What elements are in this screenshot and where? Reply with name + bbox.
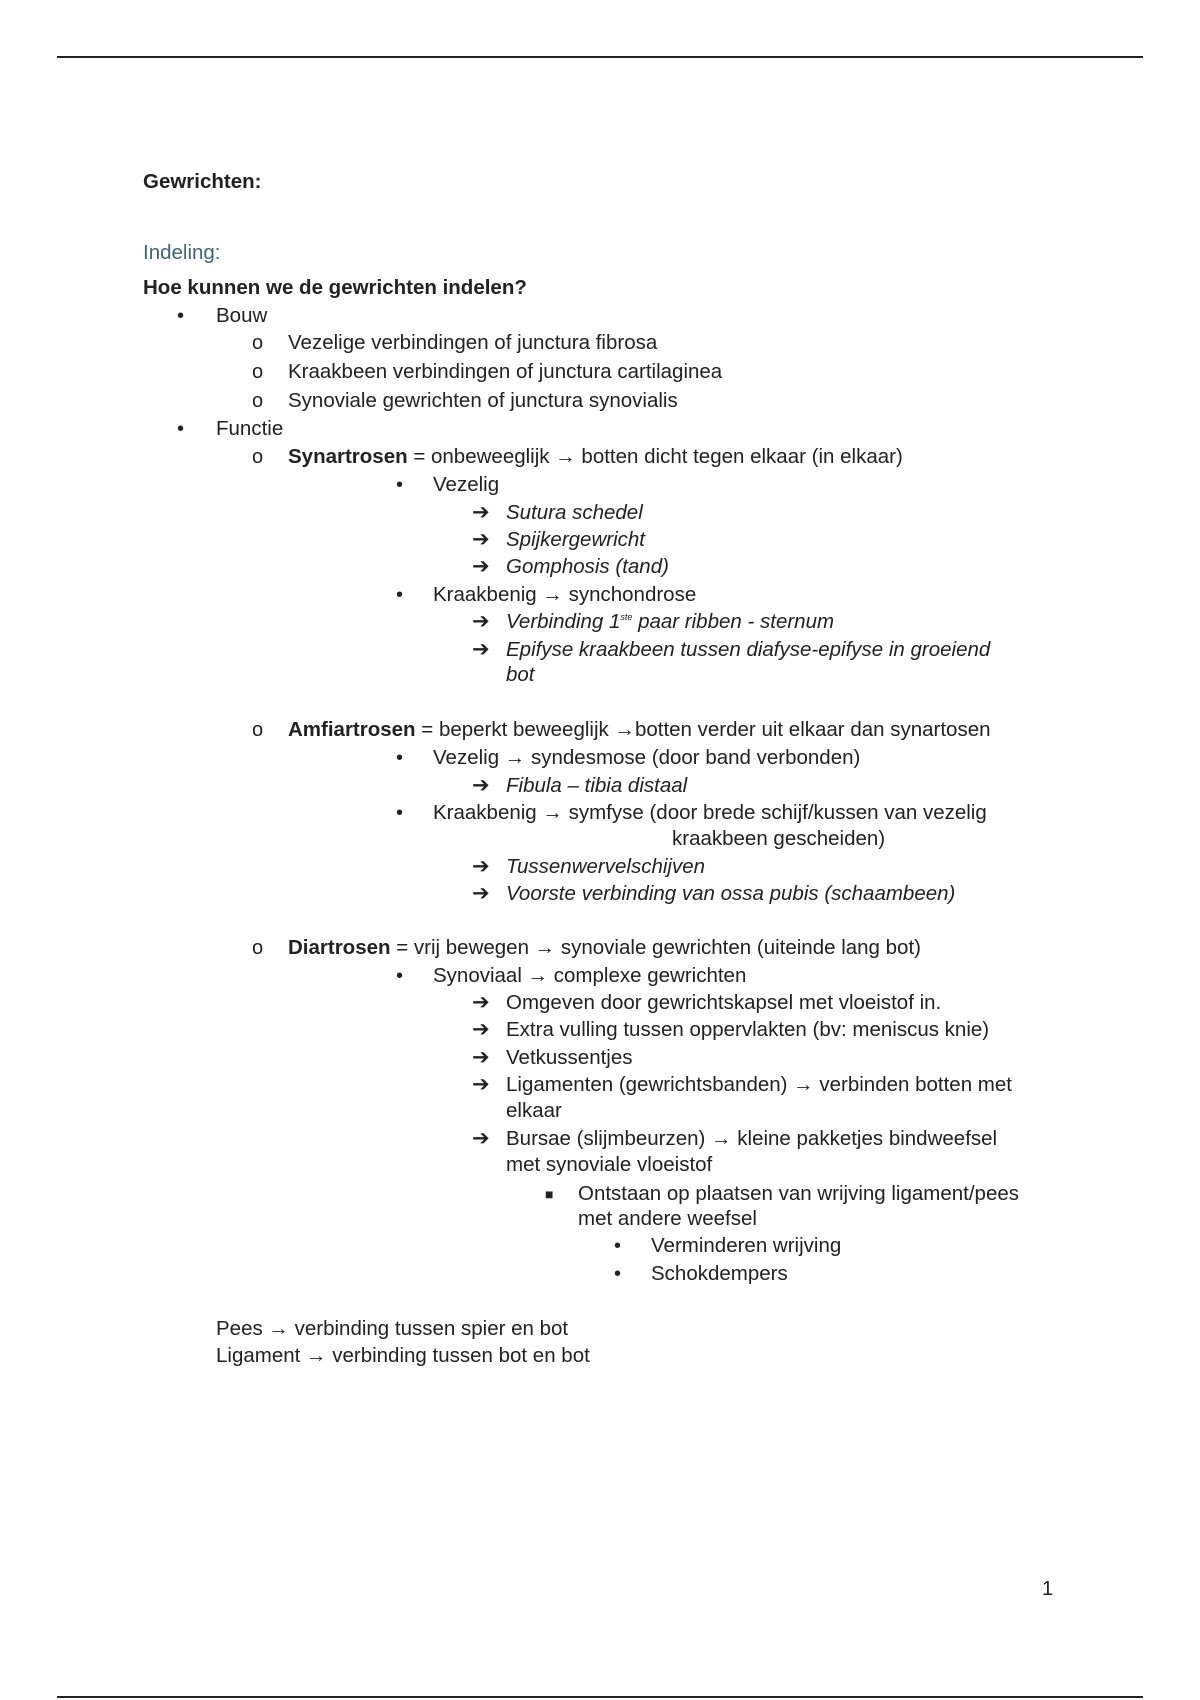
arrow-icon: ➔ [472, 774, 490, 797]
synoviaal-item: Extra vulling tussen oppervlakten (bv: meniscus knie) [506, 1018, 990, 1041]
bullet-icon [177, 304, 184, 328]
synartrosen-kraakbenig-label: Kraakbenig → synchondrose [433, 583, 697, 606]
ligament-note: Ligament → verbinding tussen bot en bot [216, 1344, 590, 1367]
example-item: Tussenwervelschijven [506, 855, 706, 878]
arrow-icon: ➔ [472, 1018, 490, 1041]
arrow-icon: ➔ [472, 882, 490, 905]
pees-note: Pees → verbinding tussen spier en bot [216, 1317, 569, 1340]
square-bullet-icon: ■ [545, 1186, 554, 1202]
synoviaal-item: Vetkussentjes [506, 1046, 633, 1069]
synoviaal-label: Synoviaal → complexe gewrichten [433, 964, 747, 987]
page-title: Gewrichten: [143, 170, 262, 193]
bouw-item: Kraakbeen verbindingen of junctura cartilaginea [288, 360, 723, 383]
effect-item: Schokdempers [651, 1262, 788, 1285]
effect-item: Verminderen wrijving [651, 1234, 842, 1257]
bouw-item: Synoviale gewrichten of junctura synovialis [288, 389, 678, 412]
bullet-icon [396, 746, 403, 770]
arrow-icon: ➔ [472, 991, 490, 1014]
amfiartrosen-term: Amfiartrosen [288, 718, 416, 741]
example-item-continued: bot [506, 663, 535, 686]
arrow-icon: ➔ [472, 501, 490, 524]
synartrosen-definition: = onbeweeglijk → botten dicht tegen elkaar (in elkaar) [407, 445, 903, 468]
circle-bullet-icon: o [252, 332, 264, 354]
synartrosen-vezelig-label: Vezelig [433, 473, 500, 496]
arrow-icon: ➔ [472, 528, 490, 551]
functie-label: Functie [216, 417, 284, 440]
circle-bullet-icon: o [252, 719, 264, 741]
page-number: 1 [1042, 1578, 1054, 1600]
header-rule [57, 56, 1143, 58]
example-item [506, 610, 834, 634]
ontstaan-item-continued: met andere weefsel [578, 1207, 757, 1230]
amfiartrosen-vezelig-label: Vezelig → syndesmose (door band verbonden) [433, 746, 861, 769]
arrow-icon: ➔ [472, 610, 490, 633]
bouw-item: Vezelige verbindingen of junctura fibrosa [288, 331, 658, 354]
amfiartrosen-kraakbenig-label-continued: kraakbeen gescheiden) [672, 827, 886, 850]
circle-bullet-icon: o [252, 937, 264, 959]
synoviaal-item: Bursae (slijmbeurzen) → kleine pakketjes bindweefsel [506, 1127, 998, 1150]
example-text: Verbinding 1 [506, 610, 621, 633]
ordinal-superscript: ste [620, 612, 633, 622]
diartrosen-definition: = vrij bewegen → synoviale gewrichten (uiteinde lang bot) [390, 936, 921, 959]
synoviaal-item-continued: elkaar [506, 1099, 562, 1122]
example-item: Sutura schedel [506, 501, 643, 524]
arrow-icon: ➔ [472, 1127, 490, 1150]
example-item: Epifyse kraakbeen tussen diafyse-epifyse in groeiend [506, 638, 991, 661]
synartrosen-term: Synartrosen [288, 445, 408, 468]
diartrosen-term: Diartrosen [288, 936, 391, 959]
arrow-icon: ➔ [472, 555, 490, 578]
example-item: Fibula – tibia distaal [506, 774, 688, 797]
diartrosen-line [288, 936, 921, 960]
synoviaal-item-continued: met synoviale vloeistof [506, 1153, 713, 1176]
example-item: Gomphosis (tand) [506, 555, 669, 578]
bullet-icon [396, 964, 403, 988]
ontstaan-item: Ontstaan op plaatsen van wrijving ligament/pees [578, 1182, 1020, 1205]
amfiartrosen-line [288, 718, 991, 742]
arrow-icon: ➔ [472, 1046, 490, 1069]
synartrosen-line [288, 445, 903, 469]
example-item: Spijkergewricht [506, 528, 645, 551]
synoviaal-item: Ligamenten (gewrichtsbanden) → verbinden botten met [506, 1073, 1012, 1096]
example-text: paar ribben - sternum [632, 610, 835, 633]
amfiartrosen-definition: = beperkt beweeglijk →botten verder uit elkaar dan synartosen [415, 718, 991, 741]
question-heading: Hoe kunnen we de gewrichten indelen? [143, 276, 527, 299]
bouw-label: Bouw [216, 304, 268, 327]
bullet-icon [614, 1234, 621, 1258]
section-heading: Indeling: [143, 241, 221, 264]
circle-bullet-icon: o [252, 390, 264, 412]
example-item: Voorste verbinding van ossa pubis (schaambeen) [506, 882, 956, 905]
arrow-icon: ➔ [472, 638, 490, 661]
synoviaal-item: Omgeven door gewrichtskapsel met vloeistof in. [506, 991, 942, 1014]
bullet-icon [614, 1262, 621, 1286]
bullet-icon [396, 583, 403, 607]
footer-rule [57, 1696, 1143, 1698]
circle-bullet-icon: o [252, 446, 264, 468]
bullet-icon [396, 473, 403, 497]
amfiartrosen-kraakbenig-label: Kraakbenig → symfyse (door brede schijf/kussen van vezelig [433, 801, 987, 824]
arrow-icon: ➔ [472, 855, 490, 878]
bullet-icon [396, 801, 403, 825]
bullet-icon [177, 417, 184, 441]
circle-bullet-icon: o [252, 361, 264, 383]
arrow-icon: ➔ [472, 1073, 490, 1096]
